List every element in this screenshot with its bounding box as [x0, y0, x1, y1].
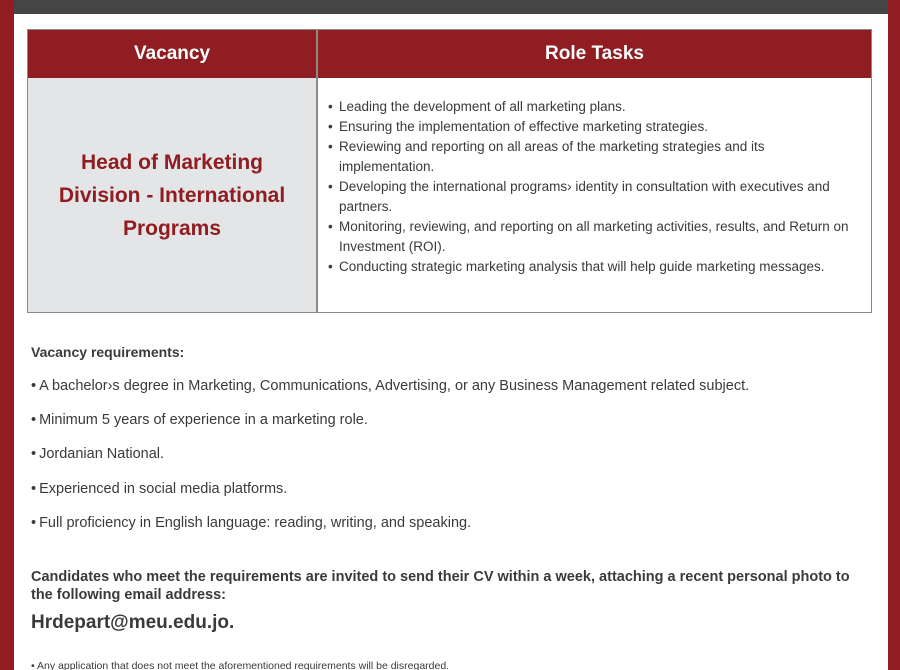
- disclaimer-note: • Any application that does not meet the aforementioned requirements will be disregarded.: [31, 660, 450, 670]
- bullet: •: [31, 514, 37, 531]
- vacancy-title: [47, 146, 297, 245]
- role-task-item: • Leading the development of all marketing plans.: [328, 97, 859, 117]
- contact-email[interactable]: Hrdepart@meu.edu.jo.: [31, 612, 235, 633]
- top-banner-bar: [14, 0, 888, 14]
- application-instructions: Candidates who meet the requirements are invited to send their CV within a week, attaching a recent personal photo to the following email address:: [31, 569, 850, 603]
- bullet: •: [31, 412, 37, 429]
- requirement-item: [31, 513, 871, 547]
- role-task-item: • Reviewing and reporting on all areas of the marketing strategies and its implementation.: [328, 137, 859, 177]
- requirement-text: Experienced in social media platforms.: [39, 480, 288, 497]
- vacancy-sheet: [14, 14, 888, 670]
- vacancy-title-line: Division - International: [58, 183, 286, 207]
- vacancy-header: Vacancy: [28, 30, 316, 78]
- role-task-item: • Ensuring the implementation of effective marketing strategies.: [328, 117, 859, 137]
- role-tasks-cell: [318, 78, 871, 312]
- role-tasks-list: [328, 97, 859, 277]
- requirement-text: Minimum 5 years of experience in a marketing role.: [39, 412, 368, 429]
- role-task-item: • Monitoring, reviewing, and reporting on all marketing activities, results, and Return on Investment (ROI).: [328, 217, 859, 257]
- requirements-list: [31, 376, 871, 547]
- requirement-text: Full proficiency in English language: reading, writing, and speaking.: [39, 514, 472, 531]
- requirement-item: [31, 444, 871, 478]
- vacancy-title-line: Head of Marketing: [80, 150, 264, 174]
- vacancy-table: [27, 29, 872, 313]
- bullet: •: [31, 480, 37, 497]
- requirement-text: A bachelor›s degree in Marketing, Communications, Advertising, or any Business Management related subject.: [39, 378, 750, 394]
- requirements-title: Vacancy requirements:: [31, 344, 185, 360]
- role-task-item: • Developing the international programs› identity in consultation with executives and partners.: [328, 177, 859, 217]
- vacancy-title-line: Programs: [122, 216, 222, 240]
- requirement-item: [31, 376, 871, 410]
- bullet: •: [31, 446, 37, 463]
- bullet: •: [31, 378, 37, 394]
- requirement-item: [31, 479, 871, 513]
- role-task-item: • Conducting strategic marketing analysis that will help guide marketing messages.: [328, 257, 859, 277]
- vacancy-cell: [28, 78, 316, 312]
- requirement-text: Jordanian National.: [39, 446, 165, 463]
- role-tasks-header: Role Tasks: [318, 30, 871, 78]
- requirement-item: [31, 410, 871, 444]
